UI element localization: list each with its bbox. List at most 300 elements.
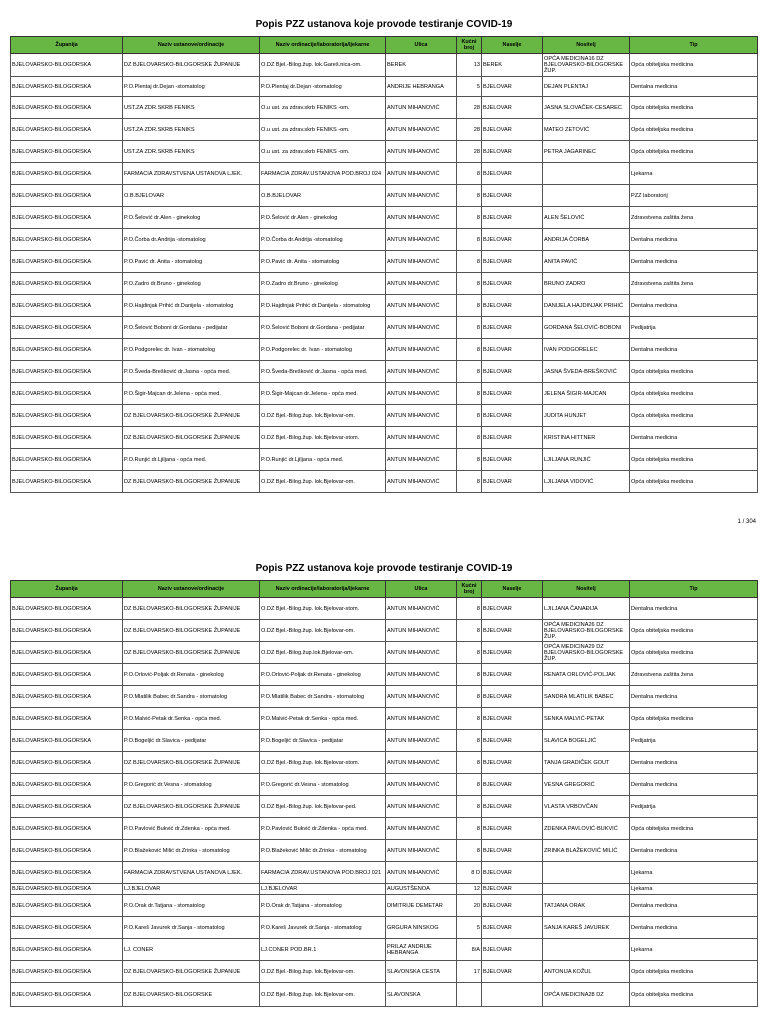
cell-county: BJELOVARSKO-BILOGORSKA — [11, 471, 123, 493]
cell-house-number: 8 — [457, 185, 482, 207]
cell-type: Opća obiteljska medicina — [630, 961, 758, 983]
cell-street: DIMITRIJE DEMETAR — [386, 895, 457, 917]
cell-settlement: BJELOVAR — [482, 339, 543, 361]
cell-office-name: P.O.Šelović Boboni dr.Gordana - pedijatar — [260, 317, 386, 339]
table-row — [11, 383, 758, 405]
cell-type: Opća obiteljska medicina — [630, 405, 758, 427]
table-row — [11, 405, 758, 427]
cell-house-number: 8 — [457, 295, 482, 317]
cell-institution-name: P.O.Orlović-Poljak dr.Renata - ginekolog — [123, 664, 260, 686]
cell-office-name: P.O.Bogeljić dr.Slavica - pedijatar — [260, 730, 386, 752]
cell-holder: ALEN ŠELOVIĆ — [543, 207, 630, 229]
cell-settlement: BJELOVAR — [482, 185, 543, 207]
cell-county: BJELOVARSKO-BILOGORSKA — [11, 818, 123, 840]
cell-settlement: BJELOVAR — [482, 730, 543, 752]
cell-type: Opća obiteljska medicina — [630, 983, 758, 1007]
cell-holder: SENKA MALVIĆ-PETAK — [543, 708, 630, 730]
cell-office-name: O.DZ Bjel.-Bilog.žup. lok.Bjelovar-om. — [260, 405, 386, 427]
column-header-county: Županija — [11, 581, 123, 598]
cell-street: ANTUN MIHANOVIĆ — [386, 796, 457, 818]
cell-type: Dentalna medicina — [630, 686, 758, 708]
cell-street: ANTUN MIHANOVIĆ — [386, 471, 457, 493]
cell-county: BJELOVARSKO-BILOGORSKA — [11, 752, 123, 774]
cell-holder: VLASTA VRBOVČAN — [543, 796, 630, 818]
cell-type: Dentalna medicina — [630, 295, 758, 317]
table-row — [11, 664, 758, 686]
cell-settlement: BJELOVAR — [482, 229, 543, 251]
cell-county: BJELOVARSKO-BILOGORSKA — [11, 251, 123, 273]
cell-type: Dentalna medicina — [630, 840, 758, 862]
cell-settlement: BJELOVAR — [482, 598, 543, 620]
cell-county: BJELOVARSKO-BILOGORSKA — [11, 664, 123, 686]
table-row — [11, 818, 758, 840]
cell-house-number: 8 — [457, 664, 482, 686]
column-header-street: Ulica — [386, 37, 457, 54]
cell-house-number — [457, 983, 482, 1007]
cell-settlement: BJELOVAR — [482, 961, 543, 983]
cell-holder: GORDANA ŠELOVIĆ-BOBONI — [543, 317, 630, 339]
cell-street: ANTUN MIHANOVIĆ — [386, 317, 457, 339]
cell-office-name: FARMACIA ZDRAV.USTANOVA POD.BROJ 024 — [260, 163, 386, 185]
cell-institution-name: FARMACIA ZDRAVSTVENA USTANOVA LJEK. — [123, 862, 260, 884]
cell-street: ANTUN MIHANOVIĆ — [386, 686, 457, 708]
cell-office-name: O.DZ Bjel.-Bilog.žup.lok.Bjelovar-om. — [260, 642, 386, 664]
cell-institution-name: DZ BJELOVARSKO-BILOGORSKE ŽUPANIJE — [123, 796, 260, 818]
cell-street: SLAVONSKA — [386, 983, 457, 1007]
cell-holder: ZRINKA BLAŽEKOVIĆ MILIĆ — [543, 840, 630, 862]
cell-institution-name: P.O.Malvić-Petak dr.Senka - opća med. — [123, 708, 260, 730]
cell-institution-name: P.O.Blažeković Milić dr.Zrinka - stomatolog — [123, 840, 260, 862]
cell-settlement: BJELOVAR — [482, 97, 543, 119]
cell-street: AUGUSTŠENOA — [386, 884, 457, 895]
cell-street: ANTUN MIHANOVIĆ — [386, 207, 457, 229]
cell-street: ANTUN MIHANOVIĆ — [386, 449, 457, 471]
cell-settlement: BJELOVAR — [482, 796, 543, 818]
cell-office-name: P.O.Gregorić dr.Vesna - stomatolog — [260, 774, 386, 796]
cell-office-name: P.O.Pavlović Bukvić dr.Zdenka - opća med. — [260, 818, 386, 840]
cell-institution-name: DZ BJELOVARSKO-BILOGORSKE ŽUPANIJE — [123, 471, 260, 493]
table-row — [11, 862, 758, 884]
cell-settlement: BJELOVAR — [482, 642, 543, 664]
cell-office-name: LJ.CONER POD.BR.1 — [260, 939, 386, 961]
column-header-holder: Nositelj — [543, 581, 630, 598]
cell-house-number: 8 — [457, 427, 482, 449]
table-row — [11, 983, 758, 1007]
cell-institution-name: FARMACIA ZDRAVSTVENA USTANOVA LJEK. — [123, 163, 260, 185]
cell-house-number: 28 — [457, 141, 482, 163]
cell-street: ANTUN MIHANOVIĆ — [386, 383, 457, 405]
cell-institution-name: P.O.Plentaj dr.Dejan -stomatolog — [123, 77, 260, 97]
cell-type: Pedijatrija — [630, 796, 758, 818]
cell-house-number: 8 — [457, 383, 482, 405]
cell-house-number: 8/A — [457, 939, 482, 961]
cell-holder: OPĆA MEDICINA26 DZ BJELOVARSKO-BILOGORSKE ŽUP. — [543, 620, 630, 642]
cell-street: ANTUN MIHANOVIĆ — [386, 664, 457, 686]
table-row — [11, 730, 758, 752]
cell-house-number: 12 — [457, 884, 482, 895]
page-number: 1 / 304 — [737, 519, 756, 525]
cell-holder — [543, 862, 630, 884]
column-header-type: Tip — [630, 37, 758, 54]
cell-county: BJELOVARSKO-BILOGORSKA — [11, 97, 123, 119]
cell-institution-name: P.O.Čorba dr.Andrija -stomatolog — [123, 229, 260, 251]
cell-county: BJELOVARSKO-BILOGORSKA — [11, 361, 123, 383]
cell-type: Opća obiteljska medicina — [630, 383, 758, 405]
cell-office-name: O.u ust. za zdrav.skrb FENIKS -om. — [260, 141, 386, 163]
cell-institution-name: O.B.BJELOVAR — [123, 185, 260, 207]
cell-house-number: 8 — [457, 598, 482, 620]
table-row — [11, 752, 758, 774]
cell-institution-name: P.O.Šigir-Majcan dr.Jelena - opća med. — [123, 383, 260, 405]
cell-house-number: 8 — [457, 361, 482, 383]
cell-institution-name: P.O.Gregorić dr.Vesna - stomatolog — [123, 774, 260, 796]
cell-settlement — [482, 983, 543, 1007]
cell-office-name: O.DZ Bjel.-Bilog.žup. lok.Bjelovar-stom. — [260, 427, 386, 449]
cell-street: ANTUN MIHANOVIĆ — [386, 405, 457, 427]
cell-holder — [543, 939, 630, 961]
cell-holder: SANDRA MLATILIK BABEC — [543, 686, 630, 708]
cell-county: BJELOVARSKO-BILOGORSKA — [11, 207, 123, 229]
cell-institution-name: P.O.Šelović Boboni dr.Gordana - pedijatar — [123, 317, 260, 339]
cell-settlement: BJELOVAR — [482, 383, 543, 405]
cell-settlement: BJELOVAR — [482, 295, 543, 317]
cell-county: BJELOVARSKO-BILOGORSKA — [11, 427, 123, 449]
cell-office-name: O.DZ Bjel.-Bilog.žup. lok.Bjelovar-om. — [260, 620, 386, 642]
cell-holder: KRISTINA HITTNER — [543, 427, 630, 449]
cell-settlement: BJELOVAR — [482, 708, 543, 730]
column-header-office-name: Naziv ordinacije/laboratorija/ljekarne — [260, 37, 386, 54]
cell-house-number: 8 — [457, 752, 482, 774]
cell-type: Opća obiteljska medicina — [630, 818, 758, 840]
cell-county: BJELOVARSKO-BILOGORSKA — [11, 774, 123, 796]
cell-office-name: P.O.Šigir-Majcan dr.Jelena - opća med. — [260, 383, 386, 405]
cell-county: BJELOVARSKO-BILOGORSKA — [11, 796, 123, 818]
cell-county: BJELOVARSKO-BILOGORSKA — [11, 895, 123, 917]
cell-institution-name: UST.ZA ZDR.SKRB FENIKS — [123, 119, 260, 141]
cell-county: BJELOVARSKO-BILOGORSKA — [11, 185, 123, 207]
cell-institution-name: LJ. CONER — [123, 939, 260, 961]
cell-holder: SLAVICA BOGELJIĆ — [543, 730, 630, 752]
cell-holder: DANIJELA HAJDINJAK PRIHIĆ — [543, 295, 630, 317]
cell-settlement: BJELOVAR — [482, 939, 543, 961]
cell-institution-name: P.O.Mlatilik Babec dr.Sandra - stomatolog — [123, 686, 260, 708]
cell-institution-name: P.O.Pavić dr. Anita - stomatolog — [123, 251, 260, 273]
cell-house-number: 13 — [457, 54, 482, 77]
cell-holder: LJILJANA RUNJIĆ — [543, 449, 630, 471]
cell-street: GRGURA NINSKOG — [386, 917, 457, 939]
cell-settlement: BJELOVAR — [482, 840, 543, 862]
institutions-table-page-2 — [10, 580, 758, 1007]
cell-settlement: BJELOVAR — [482, 273, 543, 295]
cell-street: ANTUN MIHANOVIĆ — [386, 620, 457, 642]
cell-holder: OPĆA MEDICINA29 DZ BJELOVARSKO-BILOGORSKE ŽUP. — [543, 642, 630, 664]
cell-street: ANTUN MIHANOVIĆ — [386, 862, 457, 884]
cell-settlement: BJELOVAR — [482, 119, 543, 141]
cell-holder: JELENA ŠIGIR-MAJCAN — [543, 383, 630, 405]
cell-settlement: BJELOVAR — [482, 752, 543, 774]
cell-type: Ljekarna — [630, 939, 758, 961]
cell-type: Opća obiteljska medicina — [630, 642, 758, 664]
cell-type: Zdravstvena zaštita žena — [630, 273, 758, 295]
cell-institution-name: UST.ZA ZDR.SKRB FENIKS — [123, 141, 260, 163]
table-row — [11, 251, 758, 273]
cell-institution-name: LJ.BJELOVAR — [123, 884, 260, 895]
table-row — [11, 961, 758, 983]
cell-settlement: BJELOVAR — [482, 884, 543, 895]
cell-holder: LJILJANA ČANAĐIJA — [543, 598, 630, 620]
cell-type: Ljekarna — [630, 862, 758, 884]
cell-institution-name: P.O.Bogeljić dr.Slavica - pedijatar — [123, 730, 260, 752]
cell-office-name: O.B.BJELOVAR — [260, 185, 386, 207]
table-row — [11, 774, 758, 796]
cell-institution-name: DZ BJELOVARSKO-BILOGORSKE — [123, 983, 260, 1007]
cell-county: BJELOVARSKO-BILOGORSKA — [11, 119, 123, 141]
cell-holder: IVAN PODGORELEC — [543, 339, 630, 361]
table-row — [11, 119, 758, 141]
cell-street: ANTUN MIHANOVIĆ — [386, 163, 457, 185]
table-row — [11, 895, 758, 917]
cell-institution-name: DZ BJELOVARSKO-BILOGORSKE ŽUPANIJE — [123, 961, 260, 983]
cell-street: ANTUN MIHANOVIĆ — [386, 840, 457, 862]
cell-county: BJELOVARSKO-BILOGORSKA — [11, 884, 123, 895]
cell-holder: MATEO ZETOVIĆ — [543, 119, 630, 141]
cell-office-name: O.DZ Bjel.-Bilog.žup. lok.Bjelovar-stom. — [260, 752, 386, 774]
table-row — [11, 471, 758, 493]
cell-office-name: P.O.Plentaj dr.Dejan -stomatolog — [260, 77, 386, 97]
cell-street: PRILAZ ANDRIJE HEBRANGA — [386, 939, 457, 961]
cell-county: BJELOVARSKO-BILOGORSKA — [11, 862, 123, 884]
cell-house-number: 8 D — [457, 862, 482, 884]
cell-street: ANTUN MIHANOVIĆ — [386, 730, 457, 752]
cell-type: Pedijatrija — [630, 730, 758, 752]
cell-street: ANTUN MIHANOVIĆ — [386, 339, 457, 361]
cell-house-number: 8 — [457, 620, 482, 642]
table-row — [11, 840, 758, 862]
cell-holder: RENATA ORLOVIĆ-POLJAK — [543, 664, 630, 686]
cell-holder: TANJA GRADIČEK GOUT — [543, 752, 630, 774]
cell-holder: JASNA ŠVEDA-BREŠKOVIĆ — [543, 361, 630, 383]
cell-institution-name: P.O.Zadro dr.Bruno - ginekolog — [123, 273, 260, 295]
cell-type: Dentalna medicina — [630, 229, 758, 251]
cell-house-number: 8 — [457, 273, 482, 295]
cell-house-number: 8 — [457, 471, 482, 493]
cell-office-name: P.O.Šelović dr.Alen - ginekolog — [260, 207, 386, 229]
cell-house-number: 17 — [457, 961, 482, 983]
cell-street: ANTUN MIHANOVIĆ — [386, 141, 457, 163]
cell-type: Opća obiteljska medicina — [630, 449, 758, 471]
cell-street: ANTUN MIHANOVIĆ — [386, 427, 457, 449]
cell-type: Ljekarna — [630, 163, 758, 185]
cell-settlement: BJELOVAR — [482, 317, 543, 339]
table-row — [11, 229, 758, 251]
table-row — [11, 917, 758, 939]
table-row — [11, 939, 758, 961]
column-header-type: Tip — [630, 581, 758, 598]
cell-settlement: BJELOVAR — [482, 251, 543, 273]
cell-street: ANTUN MIHANOVIĆ — [386, 185, 457, 207]
cell-holder: ANITA PAVIĆ — [543, 251, 630, 273]
cell-street: ANTUN MIHANOVIĆ — [386, 752, 457, 774]
cell-office-name: O.DZ Bjel.-Bilog.žup. lok.Gareš.nica-om. — [260, 54, 386, 77]
cell-street: ANTUN MIHANOVIĆ — [386, 119, 457, 141]
cell-type: Dentalna medicina — [630, 752, 758, 774]
cell-office-name: P.O.Pavić dr. Anita - stomatolog — [260, 251, 386, 273]
cell-type: Opća obiteljska medicina — [630, 54, 758, 77]
table-row — [11, 686, 758, 708]
page-2-title: Popis PZZ ustanova koje provode testiranje COVID-19 — [255, 563, 513, 574]
cell-institution-name: DZ BJELOVARSKO-BILOGORSKE ŽUPANIJE — [123, 620, 260, 642]
cell-institution-name: P.O.Pavlović Bukvić dr.Zdenka - opća med. — [123, 818, 260, 840]
cell-holder — [543, 163, 630, 185]
cell-type: Opća obiteljska medicina — [630, 620, 758, 642]
cell-holder — [543, 185, 630, 207]
cell-settlement: BJELOVAR — [482, 818, 543, 840]
cell-house-number: 28 — [457, 97, 482, 119]
cell-county: BJELOVARSKO-BILOGORSKA — [11, 840, 123, 862]
cell-office-name: P.O.Malvić-Petak dr.Senka - opća med. — [260, 708, 386, 730]
cell-county: BJELOVARSKO-BILOGORSKA — [11, 163, 123, 185]
cell-street: ANTUN MIHANOVIĆ — [386, 598, 457, 620]
cell-office-name: P.O.Orlović-Poljak dr.Renata - ginekolog — [260, 664, 386, 686]
cell-street: ANTUN MIHANOVIĆ — [386, 273, 457, 295]
cell-holder: OPĆA MEDICINA16 DZ BJELOVARSKO-BILOGORSKE ŽUP. — [543, 54, 630, 77]
cell-settlement: BJELOVAR — [482, 686, 543, 708]
table-row — [11, 642, 758, 664]
cell-settlement: BJELOVAR — [482, 664, 543, 686]
cell-house-number: 8 — [457, 229, 482, 251]
cell-county: BJELOVARSKO-BILOGORSKA — [11, 273, 123, 295]
cell-house-number: 8 — [457, 796, 482, 818]
cell-county: BJELOVARSKO-BILOGORSKA — [11, 449, 123, 471]
cell-county: BJELOVARSKO-BILOGORSKA — [11, 708, 123, 730]
table-row — [11, 708, 758, 730]
cell-office-name: P.O.Hajdinjak Prihić dr.Danijela - stomatolog — [260, 295, 386, 317]
cell-street: BEREK — [386, 54, 457, 77]
table-row — [11, 361, 758, 383]
cell-settlement: BJELOVAR — [482, 141, 543, 163]
column-header-house-number: Kućni broj — [457, 37, 482, 54]
cell-county: BJELOVARSKO-BILOGORSKA — [11, 295, 123, 317]
table-row — [11, 77, 758, 97]
cell-house-number: 20 — [457, 895, 482, 917]
cell-street: ANTUN MIHANOVIĆ — [386, 642, 457, 664]
cell-street: ANTUN MIHANOVIĆ — [386, 361, 457, 383]
cell-settlement: BJELOVAR — [482, 471, 543, 493]
table-row — [11, 884, 758, 895]
cell-institution-name: P.O.Runjić dr.Ljiljana - opća med. — [123, 449, 260, 471]
cell-institution-name: DZ BJELOVARSKO-BILOGORSKE ŽUPANIJE — [123, 54, 260, 77]
cell-type: Dentalna medicina — [630, 77, 758, 97]
cell-holder: DEJAN PLENTAJ — [543, 77, 630, 97]
cell-type: Opća obiteljska medicina — [630, 119, 758, 141]
cell-office-name: O.DZ Bjel.-Bilog.žup. lok.Bjelovar-om. — [260, 471, 386, 493]
cell-county: BJELOVARSKO-BILOGORSKA — [11, 229, 123, 251]
cell-holder: TATJANA ORAK — [543, 895, 630, 917]
cell-county: BJELOVARSKO-BILOGORSKA — [11, 730, 123, 752]
cell-holder: JASNA SLOVAČEK-CESAREC — [543, 97, 630, 119]
cell-house-number: 8 — [457, 840, 482, 862]
cell-settlement: BJELOVAR — [482, 917, 543, 939]
table-row — [11, 185, 758, 207]
cell-county: BJELOVARSKO-BILOGORSKA — [11, 54, 123, 77]
cell-street: ANTUN MIHANOVIĆ — [386, 818, 457, 840]
table-row — [11, 295, 758, 317]
column-header-house-number: Kućni broj — [457, 581, 482, 598]
cell-type: Pedijatrija — [630, 317, 758, 339]
cell-type: Dentalna medicina — [630, 895, 758, 917]
cell-house-number: 8 — [457, 708, 482, 730]
cell-house-number: 8 — [457, 818, 482, 840]
cell-office-name: P.O.Orak dr.Tatjana - stomatolog — [260, 895, 386, 917]
table-row — [11, 207, 758, 229]
cell-institution-name: DZ BJELOVARSKO-BILOGORSKE ŽUPANIJE — [123, 427, 260, 449]
cell-type: Dentalna medicina — [630, 427, 758, 449]
cell-house-number: 8 — [457, 163, 482, 185]
cell-settlement: BJELOVAR — [482, 620, 543, 642]
cell-type: Ljekarna — [630, 884, 758, 895]
cell-county: BJELOVARSKO-BILOGORSKA — [11, 939, 123, 961]
column-header-institution-name: Naziv ustanove/ordinacije — [123, 581, 260, 598]
table-row — [11, 598, 758, 620]
cell-county: BJELOVARSKO-BILOGORSKA — [11, 686, 123, 708]
cell-institution-name: P.O.Šelović dr.Alen - ginekolog — [123, 207, 260, 229]
cell-holder: PETRA JAGARINEC — [543, 141, 630, 163]
cell-type: Zdravstvena zaštita žena — [630, 207, 758, 229]
institutions-table-page-1 — [10, 36, 758, 493]
table-row — [11, 449, 758, 471]
table-row — [11, 339, 758, 361]
cell-institution-name: DZ BJELOVARSKO-BILOGORSKE ŽUPANIJE — [123, 752, 260, 774]
cell-street: SLAVONSKA CESTA — [386, 961, 457, 983]
cell-office-name: P.O.Zadro dr.Bruno - ginekolog — [260, 273, 386, 295]
cell-house-number: 8 — [457, 207, 482, 229]
cell-type: Opća obiteljska medicina — [630, 141, 758, 163]
table-row — [11, 427, 758, 449]
cell-holder: ZDENKA PAVLOVIĆ-BUKVIĆ — [543, 818, 630, 840]
cell-type: Opća obiteljska medicina — [630, 708, 758, 730]
table-row — [11, 317, 758, 339]
cell-holder — [543, 884, 630, 895]
cell-type: Zdravstvena zaštita žena — [630, 664, 758, 686]
column-header-settlement: Naselje — [482, 37, 543, 54]
cell-type: Dentalna medicina — [630, 598, 758, 620]
page-1-title: Popis PZZ ustanova koje provode testiranje COVID-19 — [255, 19, 513, 30]
cell-settlement: BJELOVAR — [482, 427, 543, 449]
cell-type: Opća obiteljska medicina — [630, 471, 758, 493]
cell-type: Dentalna medicina — [630, 339, 758, 361]
cell-county: BJELOVARSKO-BILOGORSKA — [11, 383, 123, 405]
cell-settlement: BJELOVAR — [482, 405, 543, 427]
cell-type: Opća obiteljska medicina — [630, 361, 758, 383]
cell-type: Dentalna medicina — [630, 774, 758, 796]
cell-holder: LJILJANA VIDOVIĆ — [543, 471, 630, 493]
cell-holder: VESNA GREGORIĆ — [543, 774, 630, 796]
cell-holder: JUDITA HUNJET — [543, 405, 630, 427]
cell-settlement: BJELOVAR — [482, 449, 543, 471]
cell-office-name: P.O.Blažeković Milić dr.Zrinka - stomatolog — [260, 840, 386, 862]
cell-settlement: BJELOVAR — [482, 207, 543, 229]
column-header-holder: Nositelj — [543, 37, 630, 54]
cell-street: ANTUN MIHANOVIĆ — [386, 229, 457, 251]
cell-county: BJELOVARSKO-BILOGORSKA — [11, 317, 123, 339]
cell-street: ANTUN MIHANOVIĆ — [386, 295, 457, 317]
cell-street: ANTUN MIHANOVIĆ — [386, 708, 457, 730]
cell-house-number: 8 — [457, 730, 482, 752]
cell-office-name: O.DZ Bjel.-Bilog.žup. lok.Bjelovar-stom. — [260, 598, 386, 620]
cell-county: BJELOVARSKO-BILOGORSKA — [11, 405, 123, 427]
cell-county: BJELOVARSKO-BILOGORSKA — [11, 77, 123, 97]
cell-office-name: O.DZ Bjel.-Bilog.žup. lok.Bjelovar-ped. — [260, 796, 386, 818]
